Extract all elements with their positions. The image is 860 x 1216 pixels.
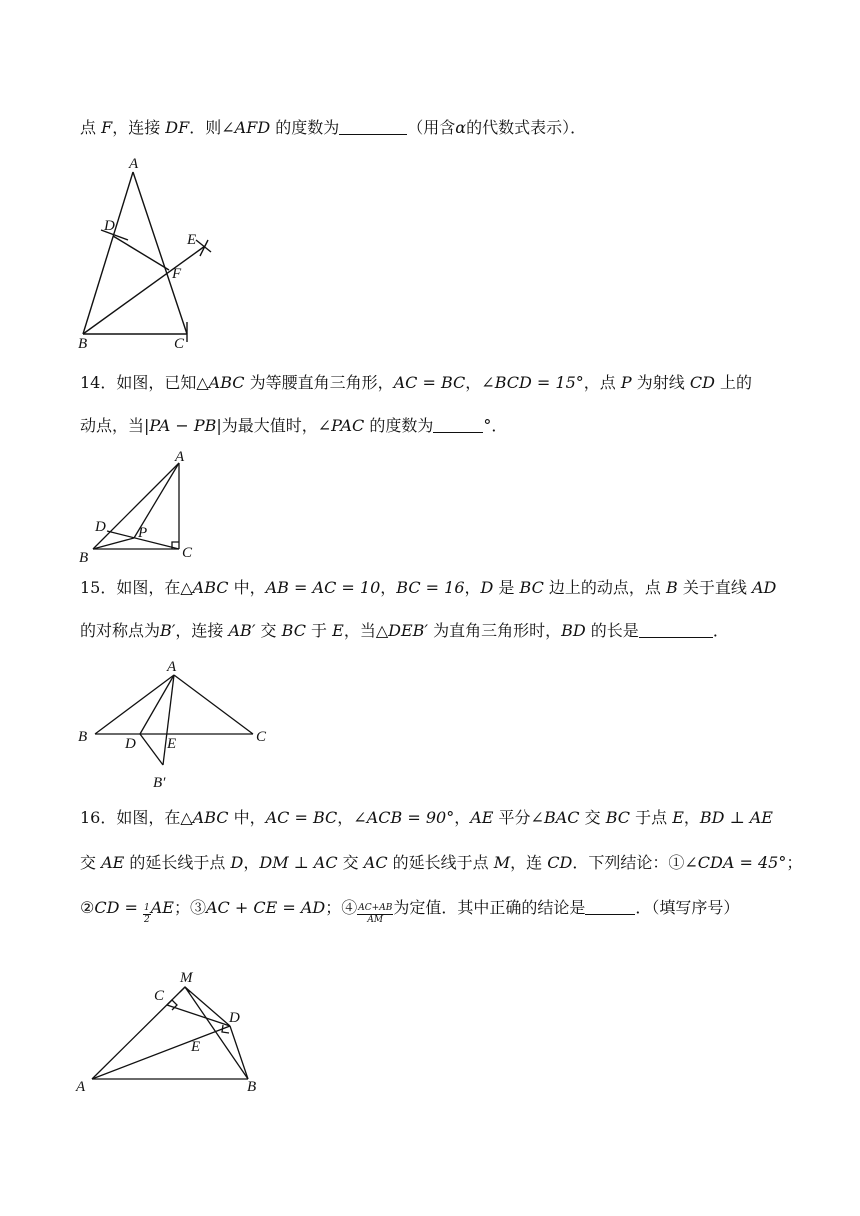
p16-line-2: 交 AE 的延长线于点 D，DM ⊥ AC 交 AC 的延长线于点 M，连 CD．下列结论：①∠CDA = 45°； <box>80 853 803 872</box>
p15-line-1: 15．如图，在△ABC 中，AB = AC = 10，BC = 16，D 是 BC 边上的动点，点 B 关于直线 AD <box>80 578 777 597</box>
fig13-label-f: F <box>172 266 182 282</box>
p15-line-2: 的对称点为B′，连接 AB′ 交 BC 于 E，当△DEB′ 为直角三角形时，BD 的长是 ． <box>80 621 729 640</box>
p14-line-1: 14．如图，已知△ABC 为等腰直角三角形，AC = BC，∠BCD = 15°，点 P 为射线 CD 上的 <box>80 373 752 392</box>
fig16-label-d: D <box>229 1010 240 1026</box>
fig16-label-m: M <box>180 970 193 986</box>
fig14-label-b: B <box>79 550 89 566</box>
figure-14 <box>93 463 179 549</box>
fig15-label-d: D <box>125 736 136 752</box>
fraction-half: $\frac{1}{2}$ <box>144 903 150 925</box>
fig16-label-c: C <box>154 988 165 1004</box>
p13-line: 点 F，连接 DF．则∠AFD 的度数为 （用含α的代数式表示）． <box>80 118 587 137</box>
fraction-ac-ab-over-am: $\frac{AC+AB}{AM}$ <box>358 903 393 925</box>
fig13-label-b: B <box>78 336 88 352</box>
figure-16 <box>92 987 248 1079</box>
fig16-label-b: B <box>247 1079 257 1095</box>
fig13-label-a: A <box>129 156 139 172</box>
fig13-label-e: E <box>187 232 197 248</box>
fig15-label-c: C <box>256 729 267 745</box>
fig15-label-a: A <box>167 659 177 675</box>
fig13-label-d: D <box>104 218 115 234</box>
fig14-label-c: C <box>182 545 193 561</box>
fig15-label-bp: B′ <box>153 775 166 791</box>
fig14-label-p: P <box>138 525 148 541</box>
answer-blank <box>585 898 635 915</box>
fig15-label-b: B <box>78 729 88 745</box>
fig16-label-e: E <box>191 1039 201 1055</box>
fig13-label-c: C <box>174 336 185 352</box>
fig14-label-d: D <box>95 519 106 535</box>
fig14-label-a: A <box>175 449 185 465</box>
fig16-label-a: A <box>76 1079 86 1095</box>
p16-line-3: ②CD = $\frac{1}{2}$ AE；③AC + CE = AD；④ $\frac{AC+AB}{AM}$ 为定值．其中正确的结论是 ．（填写序号） <box>80 898 740 925</box>
answer-blank <box>433 416 483 433</box>
fig15-label-e: E <box>167 736 177 752</box>
p14-line-2: 动点，当|PA − PB|为最大值时，∠PAC 的度数为 °． <box>80 416 508 435</box>
answer-blank <box>639 621 713 638</box>
p16-line-1: 16．如图，在△ABC 中，AC = BC，∠ACB = 90°，AE 平分∠BAC 交 BC 于点 E，BD ⊥ AE <box>80 808 773 827</box>
